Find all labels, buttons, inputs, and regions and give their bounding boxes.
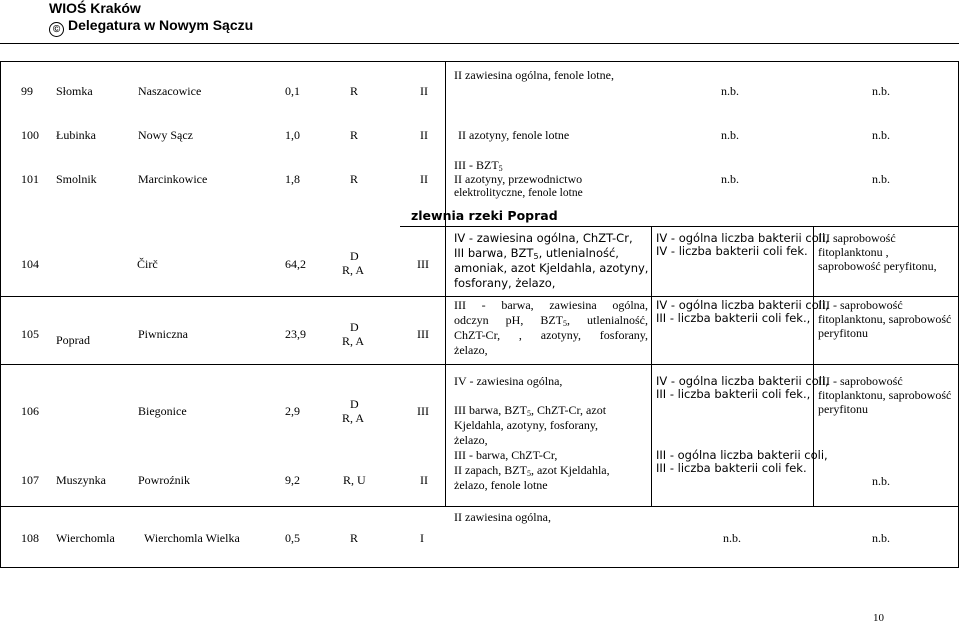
params-line: III barwa, $BZT_5$, ChZT-Cr, azot — [454, 403, 607, 418]
row-number: 99 — [21, 84, 33, 98]
params-line: III barwa, $BZT_5$, utlenialność, — [454, 246, 619, 261]
params-line: elektrolityczne, fenole lotne — [454, 187, 583, 199]
params-line: III - barwa, ChZT-Cr, — [454, 448, 558, 462]
section-rule — [400, 226, 958, 227]
river-name: Słomka — [56, 84, 93, 98]
bio-line: fitoplanktonu, saprobowość — [818, 312, 952, 326]
site-name: Marcinkowice — [138, 172, 208, 186]
row-number: 107 — [21, 473, 39, 487]
site-name: Powroźnik — [138, 473, 190, 487]
site-name: Čirč — [137, 257, 158, 271]
top-rule-1 — [0, 43, 959, 44]
row-number: 101 — [21, 172, 39, 186]
bact-line: IV - ogólna liczba bakterii coli, — [656, 374, 829, 388]
params-col-left — [445, 61, 446, 226]
bact-line: III - liczba bakterii coli fek., — [656, 311, 811, 325]
class-value: III — [417, 257, 429, 271]
class-value: III — [417, 404, 429, 418]
bio-line: fitoplanktonu , — [818, 245, 889, 259]
class-value: II — [420, 84, 428, 98]
river-name: Smolnik — [56, 172, 97, 186]
copyright-icon: © — [49, 22, 64, 37]
bio-value: n.b. — [872, 84, 890, 98]
site-name: Wierchomla Wielka — [144, 531, 240, 545]
site-name: Nowy Sącz — [138, 128, 193, 142]
km-value: 0,5 — [285, 531, 300, 545]
table-left-border — [0, 61, 1, 568]
row-number: 104 — [21, 257, 39, 271]
top-rule-2 — [0, 61, 959, 62]
params-line: II azotyny, fenole lotne — [458, 128, 570, 142]
code-value: R — [350, 84, 359, 98]
params-line: fosforany, żelazo, — [454, 276, 556, 290]
km-value: 23,9 — [285, 327, 306, 341]
bio-line: peryfitonu — [818, 402, 868, 416]
code-line: R, A — [342, 334, 365, 348]
bact-line: III - ogólna liczba bakterii coli, — [656, 448, 828, 462]
params-line: żelazo, fenole lotne — [454, 478, 548, 492]
row-number: 105 — [21, 327, 39, 341]
bact-value: n.b. — [723, 531, 741, 545]
bio-value: n.b. — [872, 531, 890, 545]
river-name: Poprad — [56, 333, 90, 347]
km-value: 9,2 — [285, 473, 300, 487]
params-line: odczyn pH, $BZT_5$, utlenialność, — [454, 313, 649, 328]
bio-line: III saprobowość — [818, 231, 896, 245]
bact-line: IV - ogólna liczba bakterii coli, — [656, 298, 829, 312]
org-name: WIOŚ Kraków — [49, 0, 141, 16]
branch-name: Delegatura w Nowym Sączu — [68, 17, 254, 33]
bio-value: n.b. — [872, 128, 890, 142]
bact-line: IV - ogólna liczba bakterii coli, — [656, 231, 829, 245]
params-col-right — [651, 226, 652, 506]
row-number: 108 — [21, 531, 39, 545]
bio-line: fitoplanktonu, saprobowość — [818, 388, 952, 402]
code-line: D — [350, 397, 359, 411]
page-header — [49, 0, 253, 37]
km-value: 1,8 — [285, 172, 300, 186]
params-line: IV - zawiesina ogólna, ChZT-Cr, — [454, 231, 633, 245]
class-value: II — [420, 172, 428, 186]
params-line: II zapach, $BZT_5$, azot Kjeldahla, — [454, 463, 610, 478]
code-value: R — [350, 172, 359, 186]
code-line: R, A — [342, 411, 365, 425]
bact-value: n.b. — [721, 172, 739, 186]
class-value: II — [420, 473, 428, 487]
row-rule-104 — [0, 296, 959, 297]
params-line: IV - zawiesina ogólna, — [454, 374, 563, 388]
code-value: R — [350, 531, 359, 545]
params-line: Kjeldahla, azotyny, fosforany, — [454, 418, 599, 432]
params-line: II zawiesina ogólna, — [454, 510, 551, 524]
params-line: III - $BZT_5$ — [454, 158, 503, 173]
km-value: 2,9 — [285, 404, 300, 418]
bio-line: III - saprobowość — [818, 374, 903, 388]
bact-value: n.b. — [721, 84, 739, 98]
params-line: II zawiesina ogólna, fenole lotne, — [454, 68, 614, 82]
bio-value: n.b. — [872, 172, 890, 186]
site-name: Piwniczna — [138, 327, 188, 341]
row-number: 106 — [21, 404, 39, 418]
bio-line: saprobowość peryfitonu, — [818, 259, 937, 273]
site-name: Naszacowice — [138, 84, 202, 98]
row-rule-105 — [0, 364, 959, 365]
bio-line: III - saprobowość — [818, 298, 903, 312]
km-value: 0,1 — [285, 84, 300, 98]
site-name: Biegonice — [138, 404, 187, 418]
bact-line: III - liczba bakterii coli fek., — [656, 387, 811, 401]
params-line: żelazo, — [454, 433, 488, 447]
km-value: 64,2 — [285, 257, 306, 271]
bact-line: IV - liczba bakterii coli fek. — [656, 244, 808, 258]
code-line: D — [350, 249, 359, 263]
km-value: 1,0 — [285, 128, 300, 142]
class-value: II — [420, 128, 428, 142]
params-line: III - barwa, zawiesina ogólna, — [454, 298, 648, 312]
code-value: R, U — [343, 473, 366, 487]
bact-value: n.b. — [721, 128, 739, 142]
params-line: II azotyny, przewodnictwo — [454, 172, 583, 186]
params-col-left-lower — [445, 226, 446, 506]
branch-line — [49, 17, 253, 37]
class-value: III — [417, 327, 429, 341]
params-line: żelazo, — [454, 343, 488, 357]
params-line: amoniak, azot Kjeldahla, azotyny, — [454, 261, 649, 275]
class-value: I — [420, 531, 424, 545]
page-number: 10 — [873, 612, 884, 624]
bact-col-right — [813, 226, 814, 506]
section-title: zlewnia rzeki Poprad — [411, 208, 558, 223]
river-name: Wierchomla — [56, 531, 115, 545]
bact-line: III - liczba bakterii coli fek. — [656, 461, 807, 475]
river-name: Muszynka — [56, 473, 106, 487]
table-bottom-border — [0, 567, 959, 568]
code-value: R — [350, 128, 359, 142]
bio-value: n.b. — [872, 474, 890, 488]
params-line: ChZT-Cr, , azotyny, fosforany, — [454, 328, 648, 342]
code-line: R, A — [342, 263, 365, 277]
river-name: Łubinka — [56, 128, 96, 142]
row-rule-107 — [0, 506, 959, 507]
row-number: 100 — [21, 128, 39, 142]
code-line: D — [350, 320, 359, 334]
bio-line: peryfitonu — [818, 326, 868, 340]
